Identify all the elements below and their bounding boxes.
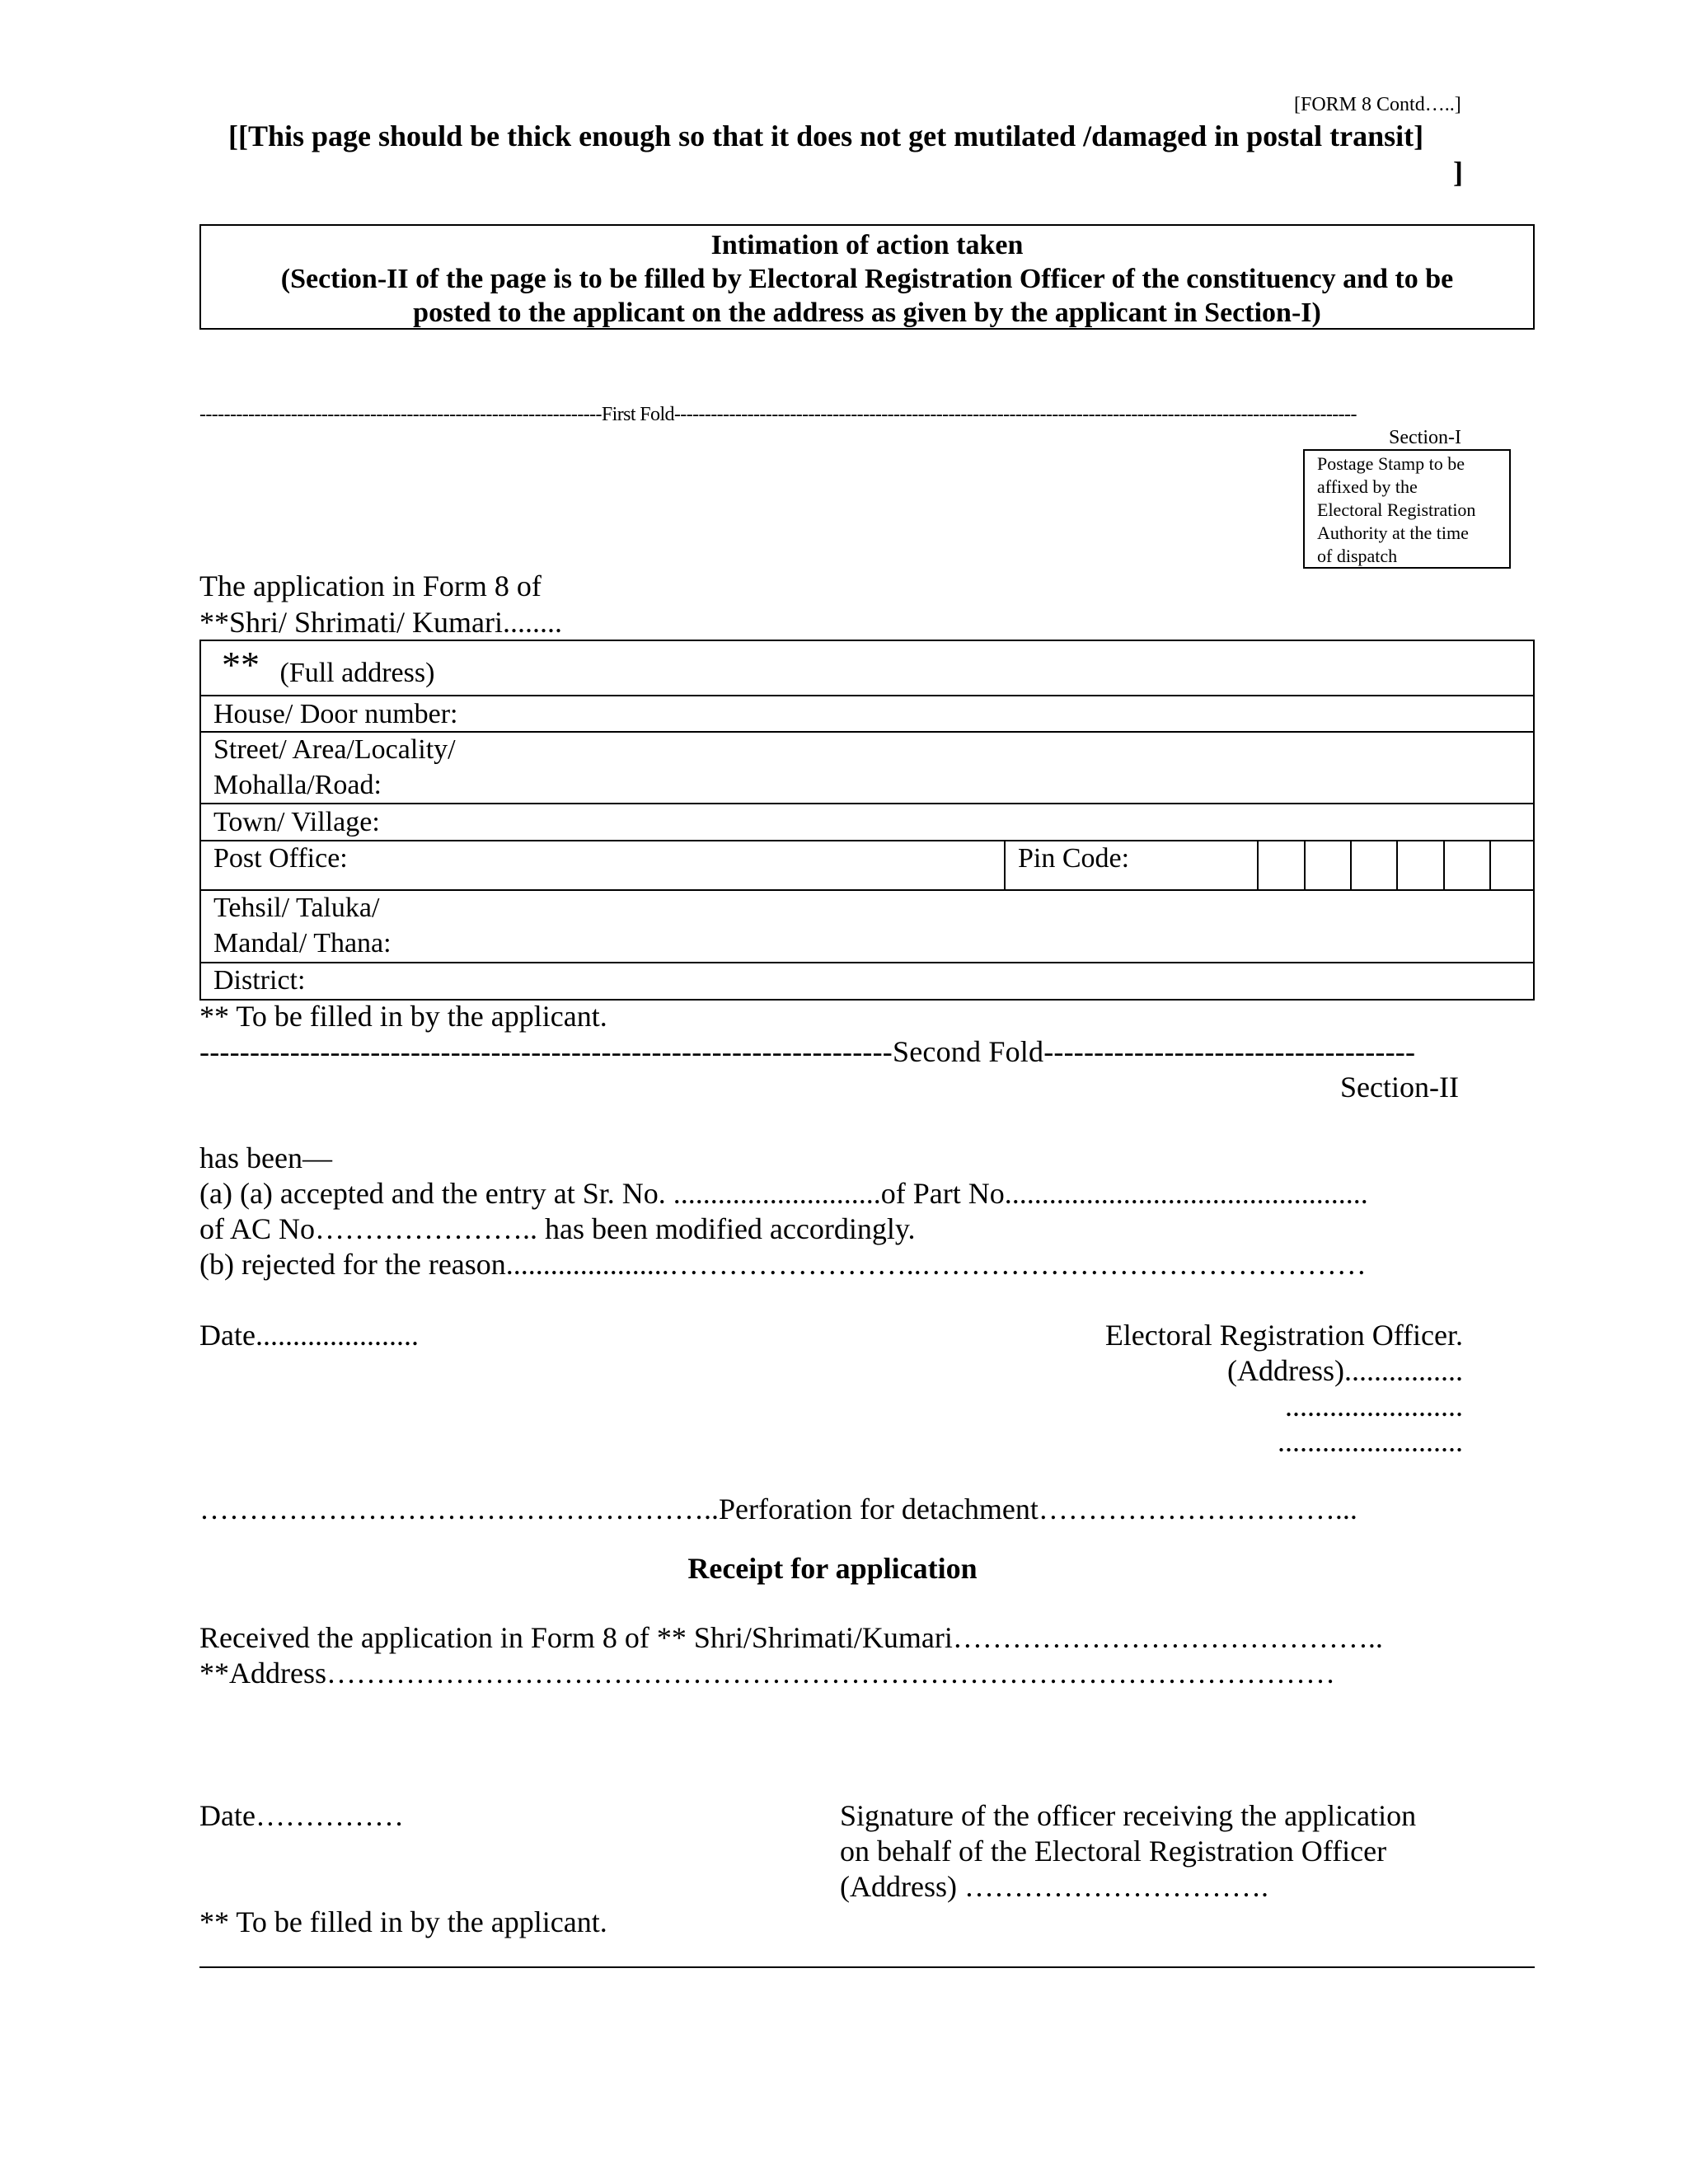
pin-digit-box xyxy=(1396,841,1398,889)
postage-stamp-box xyxy=(1303,449,1511,569)
section-2-label: Section-II xyxy=(1340,1071,1459,1104)
postal-transit-note: [[This page should be thick enough so that it does not get mutilated /damaged in postal transit] xyxy=(228,120,1424,152)
second-fold-line: ---------------------------------------------------------------------Second Fold------------------------------------- xyxy=(199,1035,1416,1068)
signature-address-line: (Address) …………………………. xyxy=(840,1870,1268,1903)
post-office-row xyxy=(201,841,1533,891)
applicant-fill-note: ** To be filled in by the applicant. xyxy=(199,1000,607,1033)
required-stars: ** xyxy=(222,644,260,686)
signature-line-2: on behalf of the Electoral Registration Officer xyxy=(840,1835,1387,1868)
stamp-text-line: Electoral Registration xyxy=(1317,499,1476,520)
form-contd-label: [FORM 8 Contd…..] xyxy=(1294,94,1461,115)
bottom-rule xyxy=(199,1966,1535,1968)
intimation-box xyxy=(199,224,1535,330)
district-row xyxy=(201,963,1533,999)
district-label: District: xyxy=(213,965,306,996)
receipt-address-line: **Address………………………………………………………………………………………… xyxy=(199,1657,1335,1690)
receipt-received-line: Received the application in Form 8 of ** Shri/Shrimati/Kumari…………………………………….. xyxy=(199,1621,1383,1654)
pin-digit-box xyxy=(1257,841,1259,889)
house-number-label: House/ Door number: xyxy=(213,699,458,729)
receipt-title: Receipt for application xyxy=(687,1552,978,1585)
town-village-label: Town/ Village: xyxy=(213,807,380,837)
post-office-label: Post Office: xyxy=(213,843,348,874)
stamp-text-line: Authority at the time xyxy=(1317,523,1469,543)
street-label-line-1: Street/ Area/Locality/ xyxy=(213,734,456,765)
intimation-line-2: posted to the applicant on the address as given by the applicant in Section-I) xyxy=(413,298,1321,328)
perforation-line: ……………………………………………..Perforation for detachment…………………………... xyxy=(199,1493,1357,1526)
street-row xyxy=(201,733,1533,804)
ero-address-line-2: ........................ xyxy=(1285,1390,1463,1422)
application-form-line: The application in Form 8 of xyxy=(199,569,542,602)
intimation-line-1: (Section-II of the page is to be filled by Electoral Registration Officer of the constituency and to be xyxy=(280,264,1454,294)
intimation-title: Intimation of action taken xyxy=(710,230,1024,260)
pin-digit-box xyxy=(1489,841,1491,889)
pin-digit-box xyxy=(1304,841,1306,889)
street-label-line-2: Mohalla/Road: xyxy=(213,770,382,800)
stamp-text-line: Postage Stamp to be xyxy=(1317,453,1465,474)
stamp-text-line: affixed by the xyxy=(1317,476,1418,497)
receipt-date: Date…………… xyxy=(199,1799,404,1832)
address-table-header xyxy=(201,641,1533,696)
receipt-applicant-note: ** To be filled in by the applicant. xyxy=(199,1905,607,1938)
section-2-date: Date...................... xyxy=(199,1319,419,1352)
town-row xyxy=(201,804,1533,841)
ero-address-line-1: (Address)................ xyxy=(1227,1354,1463,1387)
rejected-line: (b) rejected for the reason......................……………………..……………………………………… xyxy=(199,1248,1367,1281)
section-1-label: Section-I xyxy=(1389,427,1461,448)
accepted-line-1: (a) (a) accepted and the entry at Sr. No. ............................of Part No................................................. xyxy=(199,1177,1368,1210)
tehsil-row xyxy=(201,891,1533,963)
postal-transit-bracket: ] xyxy=(1453,156,1463,189)
has-been-label: has been— xyxy=(199,1141,332,1174)
stamp-text-line: of dispatch xyxy=(1317,546,1398,566)
full-address-label: (Full address) xyxy=(273,658,435,688)
pin-code-label: Pin Code: xyxy=(1018,843,1130,874)
tehsil-label-line-2: Mandal/ Thana: xyxy=(213,928,392,958)
pin-digit-box xyxy=(1350,841,1352,889)
tehsil-label-line-1: Tehsil/ Taluka/ xyxy=(213,893,380,923)
ero-address-line-3: ......................... xyxy=(1278,1425,1463,1458)
applicant-name-line: **Shri/ Shrimati/ Kumari........ xyxy=(199,606,562,639)
ero-title: Electoral Registration Officer. xyxy=(1104,1319,1463,1352)
first-fold-line: ------------------------------------------------------------------First Fold---------------------------------------------------------------------------------------------------------------- xyxy=(199,404,1357,425)
address-table xyxy=(199,640,1535,1001)
accepted-line-2: of AC No………………….. has been modified accordingly. xyxy=(199,1212,916,1245)
pin-digit-box xyxy=(1443,841,1445,889)
signature-line-1: Signature of the officer receiving the application xyxy=(840,1799,1417,1832)
house-row xyxy=(201,696,1533,733)
